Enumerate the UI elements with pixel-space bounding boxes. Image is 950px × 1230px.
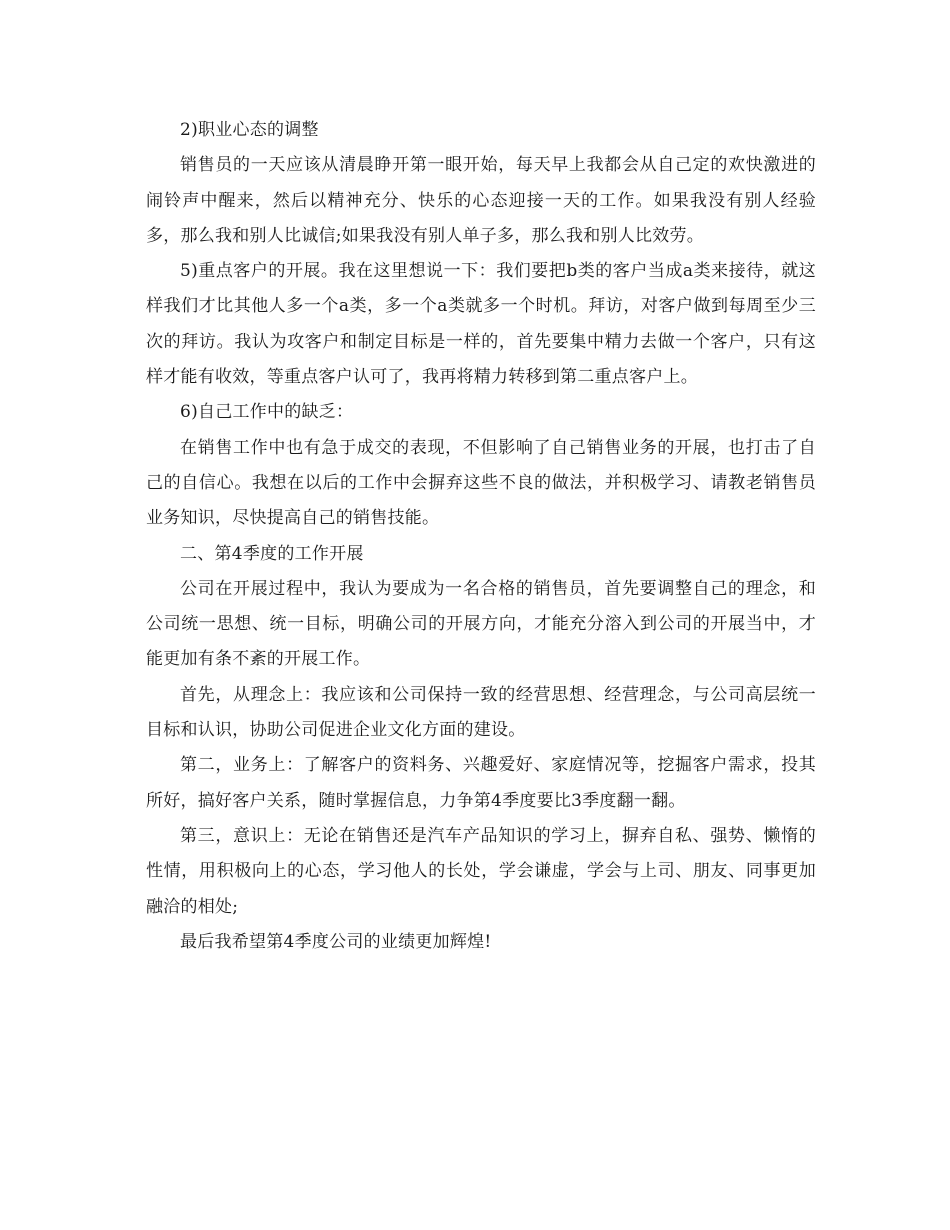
paragraph-daily-mindset: 销售员的一天应该从清晨睁开第一眼开始，每天早上我都会从自己定的欢快激进的闹铃声中醒来，然后以精神充分、快乐的心态迎接一天的工作。如果我没有别人经验多，那么我和别人比诚信;如果我没有别人单子多，那么我和别人比效劳。: [146, 155, 816, 246]
paragraph-company-development: 公司在开展过程中，我认为要成为一名合格的销售员，首先要调整自己的理念，和公司统一思想、统一目标，明确公司的开展方向，才能充分溶入到公司的开展当中，才能更加有条不紊的开展工作。: [146, 578, 816, 670]
paragraph-closing: 最后我希望第4季度公司的业绩更加辉煌!: [180, 931, 492, 952]
subheading-shortcomings: 6)自己工作中的缺乏：: [180, 402, 354, 423]
section-heading-q4-plan: 二、第4季度的工作开展: [180, 543, 364, 564]
paragraph-shortcomings: 在销售工作中也有急于成交的表现，不但影响了自己销售业务的开展，也打击了自己的自信心。我想在以后的工作中会摒弃这些不良的做法，并积极学习、请教老销售员业务知识，尽快提高自己的销售技能。: [146, 437, 816, 529]
paragraph-business: 第二，业务上：了解客户的资料务、兴趣爱好、家庭情况等，挖掘客户需求，投其所好，搞好客户关系，随时掌握信息，力争第4季度要比3季度翻一翻。: [146, 755, 816, 811]
paragraph-awareness: 第三，意识上：无论在销售还是汽车产品知识的学习上，摒弃自私、强势、懒惰的性情，用积极向上的心态，学习他人的长处，学会谦虚，学会与上司、朋友、同事更加融洽的相处;: [146, 825, 816, 917]
document-body: [146, 113, 816, 960]
subheading-career-mindset: 2)职业心态的调整: [180, 120, 319, 140]
paragraph-key-customers: 5)重点客户的开展。我在这里想说一下：我们要把b类的客户当成a类来接待，就这样我们才比其他人多一个a类，多一个a类就多一个时机。拜访，对客户做到每周至少三次的拜访。我认为攻客户和制定目标是一样的，首先要集中精力去做一个客户，只有这样才能有收效，等重点客户认可了，我再将精力转移到第二重点客户上。: [146, 261, 816, 388]
paragraph-concept: 首先，从理念上：我应该和公司保持一致的经营思想、经营理念，与公司高层统一目标和认识，协助公司促进企业文化方面的建设。: [146, 684, 816, 741]
